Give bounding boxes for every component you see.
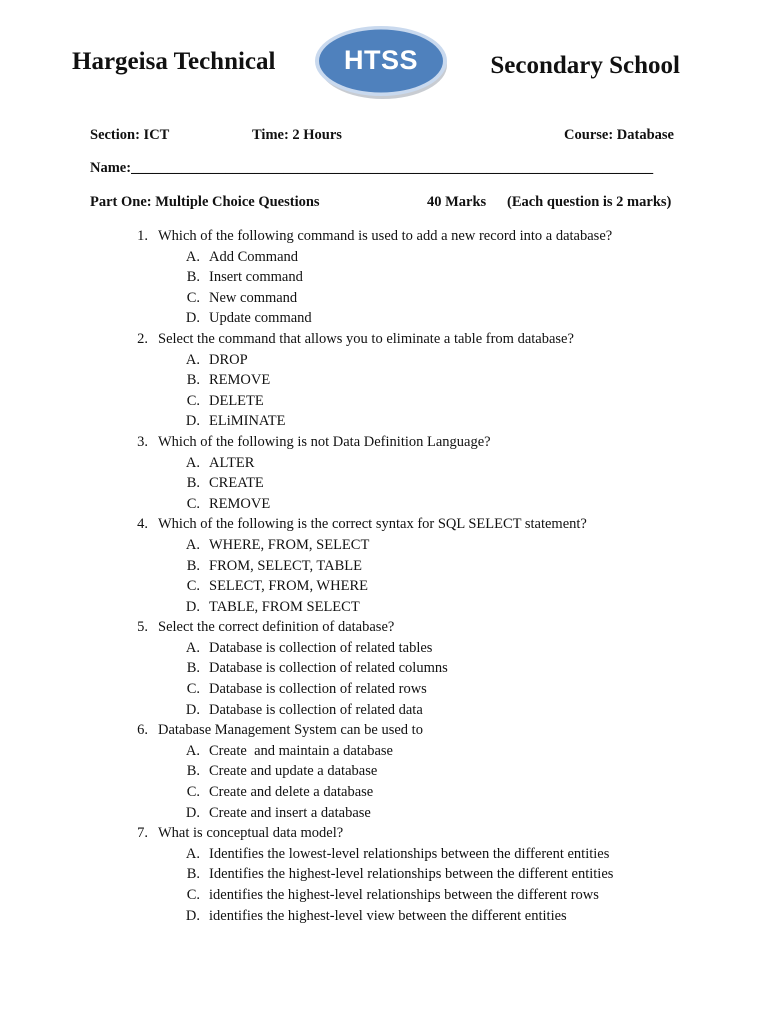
option-text: Create and insert a database <box>209 804 371 821</box>
option <box>0 247 768 268</box>
option-letter: B. <box>186 269 200 286</box>
option <box>0 391 768 412</box>
option-text: Create and update a database <box>209 763 378 780</box>
question-text: Select the correct definition of database? <box>158 619 395 636</box>
option-text: WHERE, FROM, SELECT <box>209 536 370 553</box>
section-label: Section: ICT <box>90 127 170 143</box>
option-text: SELECT, FROM, WHERE <box>209 578 368 595</box>
question-6 <box>0 720 768 741</box>
option-letter: C. <box>186 392 200 409</box>
option <box>0 267 768 288</box>
option <box>0 453 768 474</box>
option-letter: D. <box>185 701 200 718</box>
option <box>0 473 768 494</box>
question-number: 6. <box>137 722 148 739</box>
option-text: Database is collection of related tables <box>209 639 433 656</box>
option <box>0 906 768 927</box>
question-1 <box>0 226 768 247</box>
option-letter: D. <box>185 413 200 430</box>
option-text: DROP <box>209 351 248 368</box>
option-letter: C. <box>186 784 200 801</box>
option-letter: A. <box>185 742 200 759</box>
question-text: Which of the following command is used to add a new record into a database? <box>158 228 613 244</box>
option-letter: A. <box>185 454 200 471</box>
option <box>0 535 768 556</box>
option-letter: C. <box>186 495 200 512</box>
question-number: 2. <box>137 330 148 347</box>
option <box>0 741 768 762</box>
option-letter: A. <box>185 248 200 265</box>
question-number: 1. <box>137 228 148 244</box>
option-text: Database is collection of related rows <box>209 681 427 698</box>
question-4 <box>0 514 768 535</box>
option-letter: C. <box>186 887 200 903</box>
option-letter: B. <box>186 475 200 492</box>
option-text: Create and maintain a database <box>209 742 393 759</box>
question-text: Which of the following is the correct syntax for SQL SELECT statement? <box>158 516 587 533</box>
question-2 <box>0 329 768 350</box>
option-letter: D. <box>185 598 200 615</box>
option-text: Identifies the lowest-level relationships between the different entities <box>209 845 610 862</box>
question-number: 5. <box>137 619 148 636</box>
option <box>0 576 768 597</box>
option <box>0 411 768 432</box>
option-text: Identifies the highest-level relationships between the different entities <box>209 866 614 883</box>
option <box>0 370 768 391</box>
option <box>0 782 768 803</box>
option <box>0 679 768 700</box>
option <box>0 864 768 885</box>
option-letter: C. <box>186 578 200 595</box>
option <box>0 494 768 515</box>
option <box>0 803 768 824</box>
option-text: Create and delete a database <box>209 784 374 801</box>
option-text: FROM, SELECT, TABLE <box>209 557 362 574</box>
option-text: Database is collection of related data <box>209 701 423 718</box>
option-text: New command <box>209 289 298 306</box>
option-text: Database is collection of related columns <box>209 660 448 677</box>
time-label: Time: 2 Hours <box>252 127 342 143</box>
option-letter: A. <box>185 351 200 368</box>
option-letter: B. <box>186 866 200 883</box>
question-text: What is conceptual data model? <box>158 825 344 842</box>
part-title: Part One: Multiple Choice Questions <box>90 194 320 210</box>
option-letter: D. <box>185 310 200 327</box>
option <box>0 761 768 782</box>
option-letter: B. <box>186 557 200 574</box>
total-marks: 40 Marks <box>427 194 487 210</box>
option-letter: D. <box>185 907 200 924</box>
option <box>0 288 768 309</box>
course-label: Course: Database <box>564 127 674 143</box>
option-text: Insert command <box>209 269 303 286</box>
option-text: DELETE <box>209 392 264 409</box>
option <box>0 658 768 679</box>
option <box>0 844 768 865</box>
option-text: ELiMINATE <box>209 413 286 430</box>
question-5 <box>0 617 768 638</box>
option <box>0 597 768 618</box>
option-letter: D. <box>185 804 200 821</box>
question-text: Select the command that allows you to eliminate a table from database? <box>158 330 574 347</box>
option-letter: B. <box>186 372 200 389</box>
option-letter: C. <box>186 681 200 698</box>
question-7 <box>0 823 768 844</box>
option-letter: C. <box>186 289 200 306</box>
option-text: Add Command <box>209 248 299 265</box>
option <box>0 308 768 329</box>
question-number: 4. <box>137 516 148 533</box>
name-field: Name:________________________________________________________________________ <box>90 160 654 176</box>
question-list <box>0 226 768 926</box>
school-name-right: Secondary School <box>490 52 680 79</box>
option <box>0 556 768 577</box>
option-text: identifies the highest-level view between the different entities <box>209 907 567 924</box>
option <box>0 700 768 721</box>
option-letter: A. <box>185 536 200 553</box>
option <box>0 350 768 371</box>
question-3 <box>0 432 768 453</box>
question-text: Which of the following is not Data Definition Language? <box>158 433 491 450</box>
school-logo <box>312 24 450 102</box>
question-number: 3. <box>137 433 148 450</box>
option <box>0 885 768 906</box>
option-text: identifies the highest-level relationships between the different rows <box>209 887 599 903</box>
option-text: ALTER <box>209 454 255 471</box>
option-text: REMOVE <box>209 372 271 389</box>
option-text: Update command <box>209 310 312 327</box>
question-number: 7. <box>137 825 148 842</box>
option-letter: B. <box>186 660 200 677</box>
logo-text: HTSS <box>343 44 418 75</box>
option-text: CREATE <box>209 475 264 492</box>
marks-per-question: (Each question is 2 marks) <box>507 194 672 210</box>
question-text: Database Management System can be used to <box>158 722 423 739</box>
option-text: TABLE, FROM SELECT <box>209 598 360 615</box>
option-text: REMOVE <box>209 495 271 512</box>
option-letter: B. <box>186 763 200 780</box>
option-letter: A. <box>185 639 200 656</box>
option-letter: A. <box>185 845 200 862</box>
school-name-left: Hargeisa Technical <box>72 48 276 75</box>
option <box>0 638 768 659</box>
